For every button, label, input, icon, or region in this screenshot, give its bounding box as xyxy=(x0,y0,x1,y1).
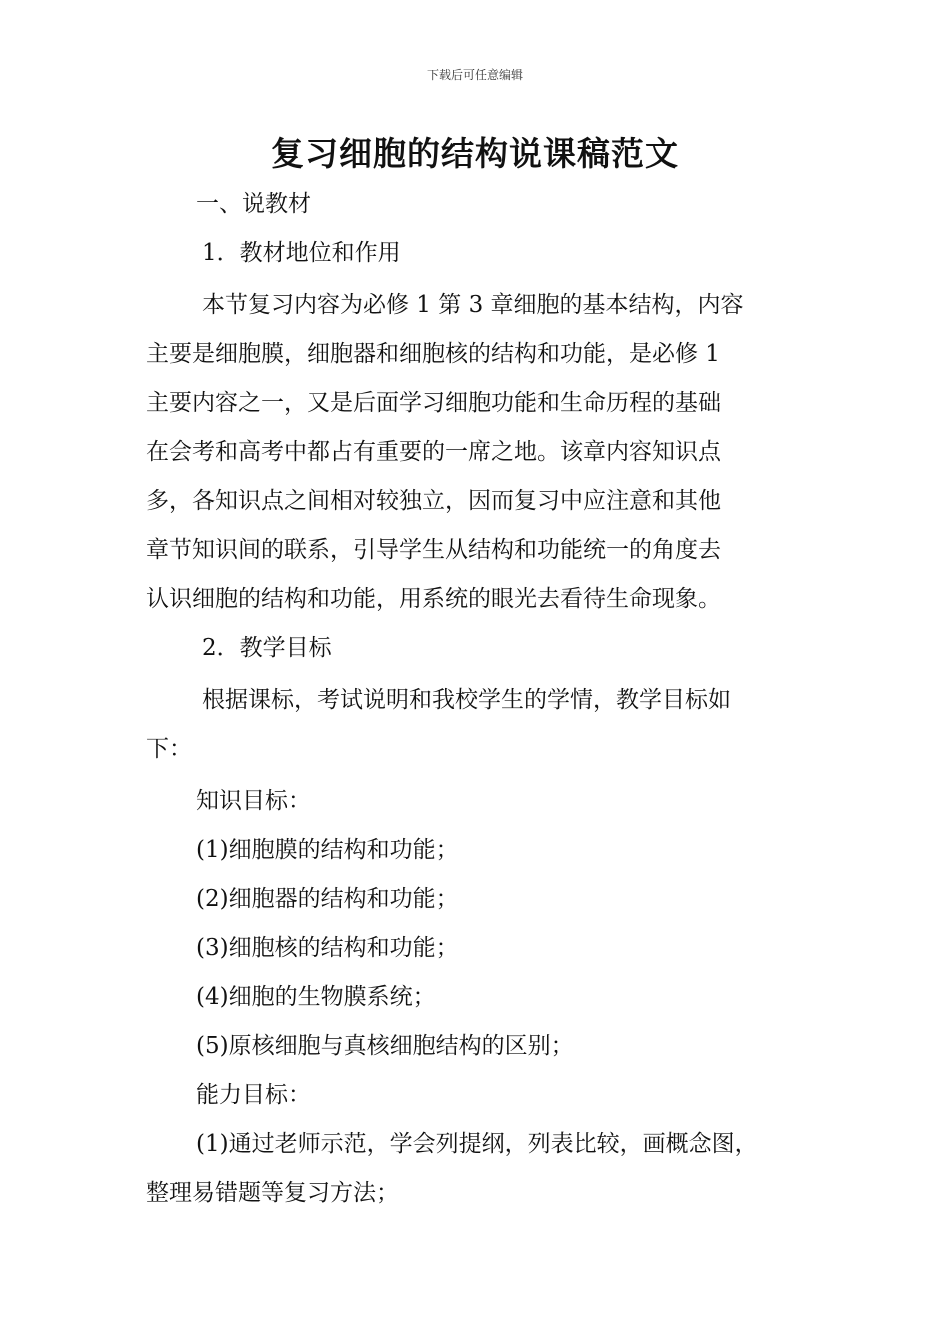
paragraph-line: 多，各知识点之间相对较独立，因而复习中应注意和其他 xyxy=(146,488,721,514)
section-heading: 一、说教材 xyxy=(196,191,311,217)
list-item: (2)细胞器的结构和功能； xyxy=(196,886,459,912)
document-title: 复习细胞的结构说课稿范文 xyxy=(271,134,679,173)
paragraph-line: 根据课标，考试说明和我校学生的学情，教学目标如 xyxy=(202,687,731,713)
objective-heading: 能力目标： xyxy=(196,1082,311,1108)
paragraph-line: 主要是细胞膜，细胞器和细胞核的结构和功能，是必修 1 xyxy=(146,341,720,367)
list-item: (4)细胞的生物膜系统； xyxy=(196,984,436,1010)
paragraph-line: 主要内容之一，又是后面学习细胞功能和生命历程的基础 xyxy=(146,390,721,416)
paragraph-line: 整理易错题等复习方法； xyxy=(146,1180,399,1206)
list-item: (1)细胞膜的结构和功能； xyxy=(196,837,459,863)
subsection-heading: 1．教材地位和作用 xyxy=(202,240,401,266)
list-item: (5)原核细胞与真核细胞结构的区别； xyxy=(196,1033,574,1059)
paragraph-line: 在会考和高考中都占有重要的一席之地。该章内容知识点 xyxy=(146,439,721,465)
page-header: 下载后可任意编辑 xyxy=(426,68,523,82)
paragraph-line: 认识细胞的结构和功能，用系统的眼光去看待生命现象。 xyxy=(146,586,721,612)
list-item: (3)细胞核的结构和功能； xyxy=(196,935,459,961)
paragraph-line: 章节知识间的联系，引导学生从结构和功能统一的角度去 xyxy=(146,537,721,563)
list-item: (1)通过老师示范，学会列提纲，列表比较，画概念图， xyxy=(196,1131,758,1157)
objective-heading: 知识目标： xyxy=(196,788,311,814)
subsection-heading: 2．教学目标 xyxy=(202,635,332,661)
document-body xyxy=(146,180,816,1218)
paragraph-line: 下： xyxy=(146,736,192,762)
paragraph-line: 本节复习内容为必修 1 第 3 章细胞的基本结构，内容 xyxy=(202,292,744,318)
